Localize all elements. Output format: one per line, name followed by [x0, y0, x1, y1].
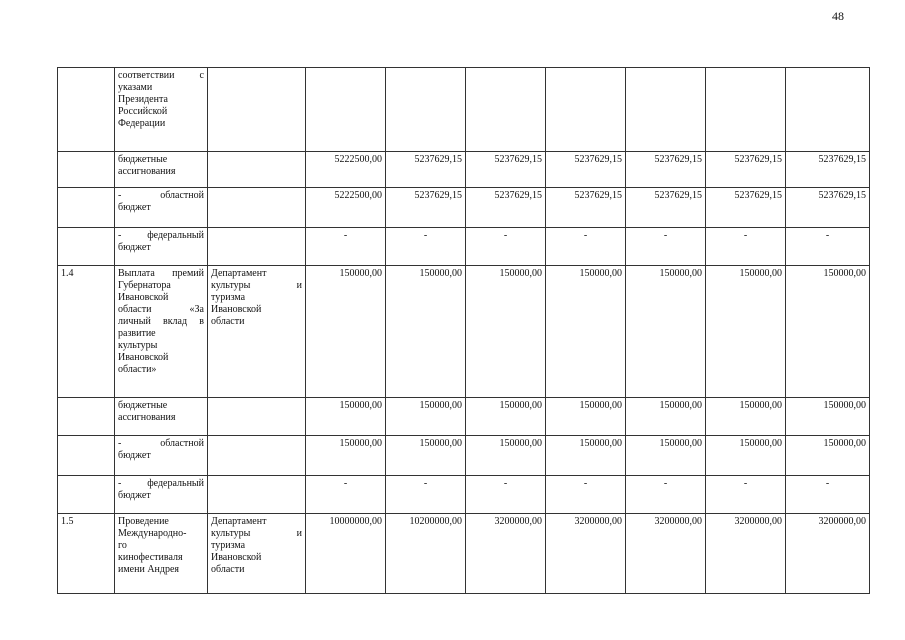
row-executor — [208, 398, 306, 436]
value-cell: 3200000,00 — [546, 514, 626, 594]
cell-line: Ивановской — [211, 304, 262, 315]
cell-line: ассигнования — [118, 166, 176, 177]
row-name — [115, 398, 208, 436]
cell-line: культуры — [118, 340, 158, 351]
value-cell: - — [306, 228, 386, 266]
cell-line: - областной — [118, 438, 204, 449]
value-cell: 5222500,00 — [306, 152, 386, 188]
value-cell: - — [706, 228, 786, 266]
value-cell: 3200000,00 — [786, 514, 870, 594]
row-executor — [208, 436, 306, 476]
cell-line: культуры и — [211, 528, 302, 539]
budget-table — [57, 67, 870, 594]
value-cell — [626, 68, 706, 152]
cell-line: бюджетные — [118, 154, 168, 165]
cell-line: Департамент — [211, 268, 267, 279]
row-code: 1.5 — [58, 514, 115, 594]
value-cell: - — [786, 228, 870, 266]
value-cell — [706, 68, 786, 152]
row-name — [115, 152, 208, 188]
table-row — [58, 228, 870, 266]
row-executor — [208, 188, 306, 228]
value-cell — [546, 68, 626, 152]
value-cell: - — [386, 228, 466, 266]
value-cell: 150000,00 — [706, 266, 786, 398]
value-cell: 150000,00 — [546, 266, 626, 398]
value-cell: 150000,00 — [386, 266, 466, 398]
value-cell — [386, 68, 466, 152]
cell-line: Федерации — [118, 118, 166, 129]
row-executor — [208, 514, 306, 594]
cell-line: бюджет — [118, 242, 151, 253]
value-cell: - — [626, 476, 706, 514]
table-row — [58, 476, 870, 514]
value-cell — [466, 68, 546, 152]
value-cell: 150000,00 — [626, 266, 706, 398]
value-cell: 150000,00 — [466, 266, 546, 398]
value-cell: - — [626, 228, 706, 266]
row-executor — [208, 228, 306, 266]
value-cell: 150000,00 — [306, 398, 386, 436]
row-executor — [208, 476, 306, 514]
cell-line: - федеральный — [118, 478, 204, 489]
cell-line: Ивановской — [118, 292, 169, 303]
row-name — [115, 436, 208, 476]
value-cell: 150000,00 — [626, 398, 706, 436]
row-executor — [208, 152, 306, 188]
cell-line: кинофестиваля — [118, 552, 183, 563]
row-name — [115, 228, 208, 266]
cell-line: Международно- — [118, 528, 187, 539]
value-cell: 5237629,15 — [546, 188, 626, 228]
cell-line: бюджет — [118, 490, 151, 501]
table-row — [58, 188, 870, 228]
row-code — [58, 188, 115, 228]
cell-line: указами — [118, 82, 153, 93]
cell-line: культуры и — [211, 280, 302, 291]
value-cell: - — [706, 476, 786, 514]
table-row — [58, 436, 870, 476]
value-cell: - — [546, 228, 626, 266]
value-cell: 3200000,00 — [466, 514, 546, 594]
cell-line: туризма — [211, 540, 246, 551]
row-code: 1.4 — [58, 266, 115, 398]
value-cell: 150000,00 — [626, 436, 706, 476]
row-code — [58, 68, 115, 152]
value-cell: - — [466, 228, 546, 266]
table-row — [58, 398, 870, 436]
cell-line: Ивановской — [118, 352, 169, 363]
value-cell: 150000,00 — [306, 436, 386, 476]
cell-line: Российской — [118, 106, 168, 117]
value-cell: - — [386, 476, 466, 514]
row-executor — [208, 68, 306, 152]
cell-line: - областной — [118, 190, 204, 201]
cell-line: Департамент — [211, 516, 267, 527]
value-cell: 10200000,00 — [386, 514, 466, 594]
cell-line: области — [211, 564, 245, 575]
cell-line: туризма — [211, 292, 246, 303]
row-code — [58, 398, 115, 436]
table-row — [58, 514, 870, 594]
value-cell: - — [466, 476, 546, 514]
cell-line: развитие — [118, 328, 156, 339]
value-cell: 150000,00 — [786, 266, 870, 398]
value-cell: 5237629,15 — [546, 152, 626, 188]
cell-line: Губернатора — [118, 280, 171, 291]
cell-line: бюджет — [118, 202, 151, 213]
cell-line: Выплата премий — [118, 268, 204, 279]
value-cell: 150000,00 — [706, 436, 786, 476]
value-cell: 150000,00 — [386, 436, 466, 476]
cell-line: имени Андрея — [118, 564, 180, 575]
value-cell: 150000,00 — [706, 398, 786, 436]
cell-line: области — [211, 316, 245, 327]
row-code — [58, 228, 115, 266]
value-cell: 3200000,00 — [626, 514, 706, 594]
row-name — [115, 266, 208, 398]
row-name — [115, 188, 208, 228]
value-cell: 150000,00 — [786, 398, 870, 436]
value-cell: 150000,00 — [466, 436, 546, 476]
value-cell: 5237629,15 — [626, 152, 706, 188]
cell-line: го — [118, 540, 127, 551]
row-code — [58, 476, 115, 514]
value-cell: 150000,00 — [786, 436, 870, 476]
value-cell: 5237629,15 — [386, 152, 466, 188]
value-cell: 5222500,00 — [306, 188, 386, 228]
value-cell: 150000,00 — [546, 398, 626, 436]
value-cell: 3200000,00 — [706, 514, 786, 594]
row-code — [58, 436, 115, 476]
table-row — [58, 266, 870, 398]
cell-line: области» — [118, 364, 157, 375]
cell-line: личный вклад в — [118, 316, 204, 327]
table-row — [58, 152, 870, 188]
page-number: 48 — [832, 9, 844, 23]
value-cell: 150000,00 — [386, 398, 466, 436]
row-code — [58, 152, 115, 188]
value-cell: - — [546, 476, 626, 514]
value-cell — [306, 68, 386, 152]
row-name — [115, 514, 208, 594]
value-cell: 5237629,15 — [466, 188, 546, 228]
value-cell: 150000,00 — [306, 266, 386, 398]
cell-line: Ивановской — [211, 552, 262, 563]
value-cell: 5237629,15 — [706, 152, 786, 188]
cell-line: бюджет — [118, 450, 151, 461]
cell-line: области «За — [118, 304, 204, 315]
value-cell: 5237629,15 — [626, 188, 706, 228]
cell-line: Проведение — [118, 516, 169, 527]
cell-line: соответствии с — [118, 70, 204, 81]
row-executor — [208, 266, 306, 398]
value-cell: - — [306, 476, 386, 514]
value-cell: - — [786, 476, 870, 514]
value-cell: 5237629,15 — [786, 188, 870, 228]
cell-line: бюджетные — [118, 400, 168, 411]
value-cell: 5237629,15 — [466, 152, 546, 188]
value-cell: 5237629,15 — [386, 188, 466, 228]
value-cell: 5237629,15 — [786, 152, 870, 188]
value-cell: 150000,00 — [466, 398, 546, 436]
row-name — [115, 476, 208, 514]
value-cell: 5237629,15 — [706, 188, 786, 228]
cell-line: - федеральный — [118, 230, 204, 241]
cell-line: ассигнования — [118, 412, 176, 423]
value-cell — [786, 68, 870, 152]
value-cell: 150000,00 — [546, 436, 626, 476]
row-name — [115, 68, 208, 152]
value-cell: 10000000,00 — [306, 514, 386, 594]
table-row — [58, 68, 870, 152]
cell-line: Президента — [118, 94, 168, 105]
